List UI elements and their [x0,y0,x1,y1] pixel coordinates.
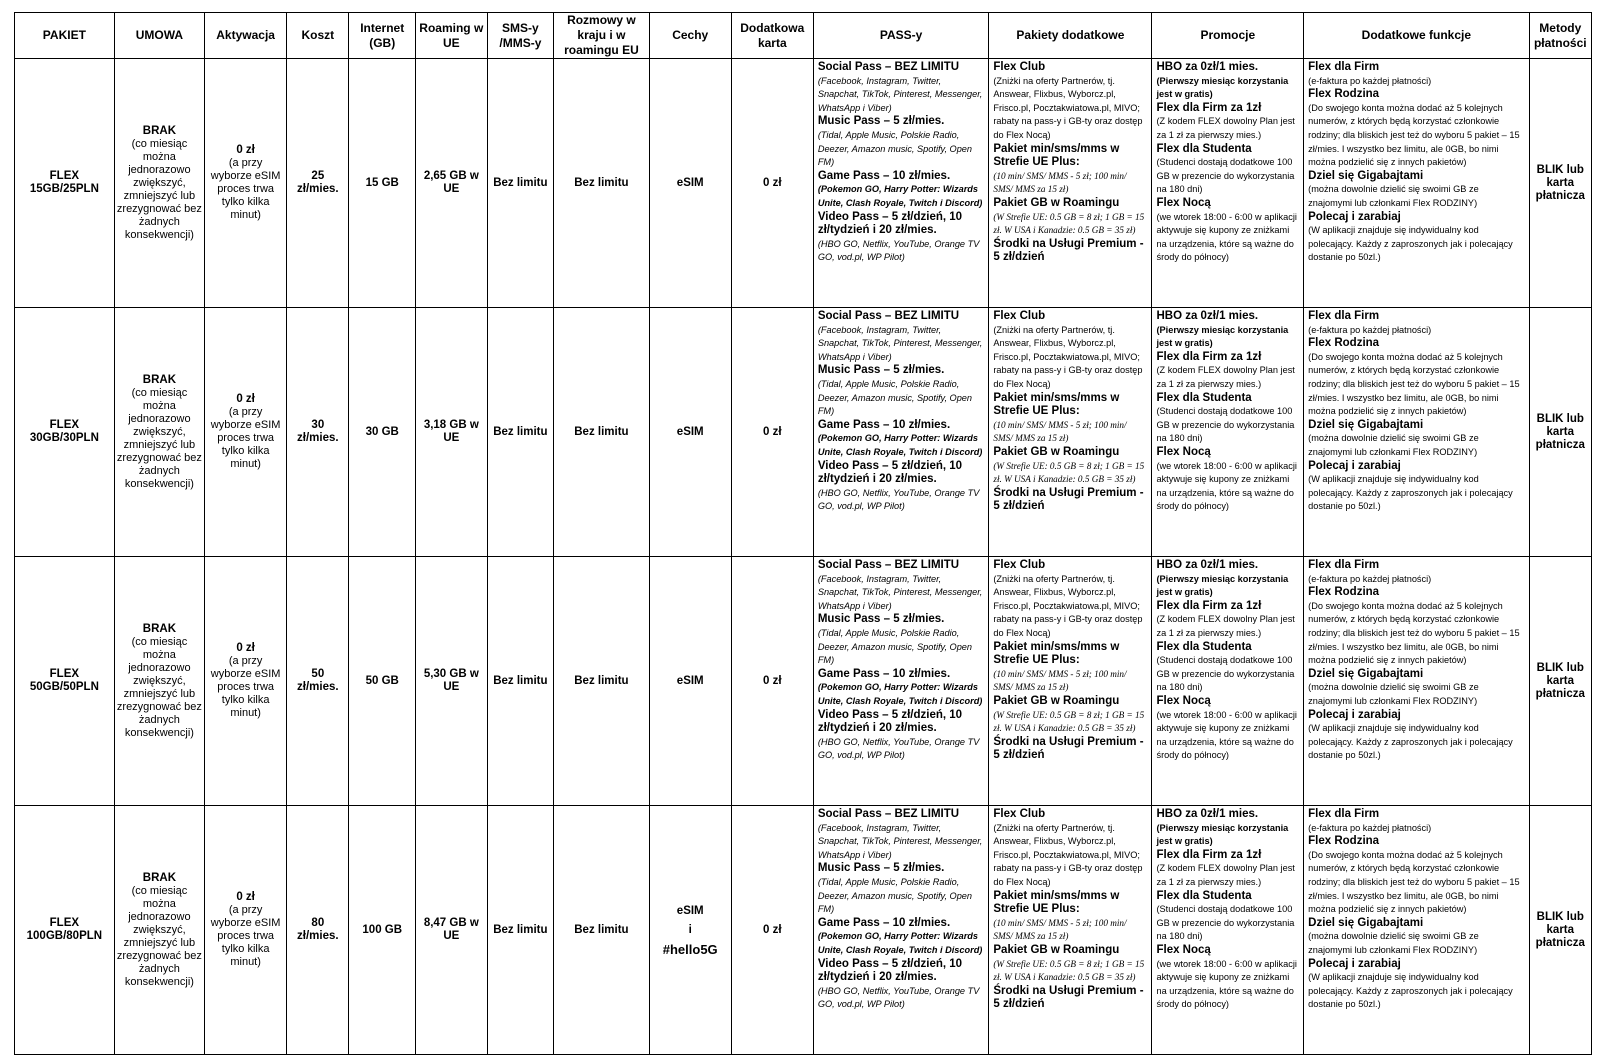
cell-dodatkowa-karta [731,806,813,1055]
internet-value: 100 GB [362,923,403,936]
cell-sms [487,557,553,806]
promo-desc: (we wtorek 18:00 - 6:00 w aplikacji aktywuje się kupony ze zniżkami na urządzenia, które są ważne do środy do północy) [1156,958,1297,1010]
funkcja-desc: (W aplikacji znajduje się indywidualny kod polecający. Każdy z zaproszonych jak i polecający dostanie po 50zl.) [1308,225,1513,263]
cechy-item: eSIM [676,425,704,438]
promo-title: HBO za 0zł/1 mies. [1156,559,1259,571]
aktywacja-desc: (a przy wyborze eSIM proces trwa tylko kilka minut) [210,655,281,719]
pass-desc: (HBO GO, Netflix, YouTube, Orange TV GO, vod.pl, WP Pilot) [817,487,980,512]
pass-title: Music Pass – 5 zł/mies. [817,862,945,875]
cell-cechy [649,308,731,557]
rozmowy-value: Bez limitu [574,425,629,438]
funkcja-desc: (e-faktura po każdej płatności) [1308,822,1432,833]
pass-title: Video Pass – 5 zł/dzień, 10 zł/tydzień i 20 zł/mies. [817,708,963,735]
umowa-desc: (co miesiąc można jednorazowo zwiększyć, zmniejszyć lub zrezygnować bez żadnych konsekwencji) [116,884,202,988]
umowa-title: BRAK [142,124,177,137]
pakiet-desc: (Zniżki na oferty Partnerów, tj. Answear, Flixbus, Wyborcz.pl, Frisco.pl, Pocztakwiatowa.pl, MIVO; rabaty na pass-y i GB-ty oraz dostęp do Flex Nocą) [993,822,1143,887]
funkcja-desc: (można dowolnie dzielić się swoimi GB ze znajomymi lub członkami Flex RODZINY) [1308,433,1479,457]
promo-desc: (Z kodem FLEX dowolny Plan jest za 1 zł za pierwszy mies.) [1156,365,1295,389]
pakiet-desc: (10 min/ SMS/ MMS - 5 zł; 100 min/ SMS/ MMS za 15 zł) [993,668,1127,693]
cell-platnosci [1529,557,1591,806]
table-row [15,806,1592,1055]
pass-desc: (Facebook, Instagram, Twitter, Snapchat, TikTok, Pinterest, Messenger, WhatsApp i Viber) [817,573,983,611]
header-koszt: Koszt [287,13,349,59]
karta-value: 0 zł [763,425,782,438]
karta-value: 0 zł [763,176,782,189]
roaming-value: 3,18 GB w UE [423,419,479,444]
pakiet-desc: (Zniżki na oferty Partnerów, tj. Answear, Flixbus, Wyborcz.pl, Frisco.pl, Pocztakwiatowa.pl, MIVO; rabaty na pass-y i GB-ty oraz dostęp do Flex Nocą) [993,324,1143,389]
cechy-item: i [688,923,692,936]
pass-desc: (Pokemon GO, Harry Potter: Wizards Unite, Clash Royale, Twitch i Discord) [817,433,983,457]
cell-pakiet [15,806,115,1055]
pass-title: Music Pass – 5 zł/mies. [817,115,945,128]
pass-title: Game Pass – 10 zł/mies. [817,418,951,431]
sms-value: Bez limitu [493,674,548,687]
plan-name: FLEX 50GB/50PLN [29,668,99,693]
aktywacja-price: 0 zł [236,891,255,903]
cell-sms [487,806,553,1055]
sms-value: Bez limitu [493,425,548,438]
header-sms: SMS-y /MMS-y [487,13,553,59]
funkcja-title: Dziel się Gigabajtami [1308,916,1424,929]
promo-desc: (Pierwszy miesiąc korzystania jest w gratis) [1156,75,1289,100]
pass-title: Game Pass – 10 zł/mies. [817,667,951,680]
roaming-value: 8,47 GB w UE [423,917,479,942]
cell-dodatkowa-karta [731,557,813,806]
koszt-value: 25 zł/mies. [297,170,339,195]
funkcja-title: Polecaj i zarabiaj [1308,708,1401,721]
header-rozmowy: Rozmowy w kraju i w roamingu EU [554,13,650,59]
promo-desc: (Studenci dostają dodatkowe 100 GB w prezencie do wykorzystania na 180 dni) [1156,904,1295,942]
cell-koszt [287,308,349,557]
pass-desc: (Facebook, Instagram, Twitter, Snapchat, TikTok, Pinterest, Messenger, WhatsApp i Viber) [817,324,983,362]
promo-title: Flex dla Firm za 1zł [1156,350,1262,363]
cell-koszt [287,59,349,308]
pakiet-title: Pakiet min/sms/mms w Strefie UE Plus: [993,889,1120,916]
funkcja-desc: (W aplikacji znajduje się indywidualny kod polecający. Każdy z zaproszonych jak i polecający dostanie po 50zl.) [1308,474,1513,512]
promo-desc: (Pierwszy miesiąc korzystania jest w gratis) [1156,822,1289,847]
funkcja-desc: (Do swojego konta można dodać aż 5 kolejnych numerów, z których będą korzystać członkowie rodziny; dla bliskich jest też do wyboru 5 pakiet – 15 zł/mies. I wszystko bez limitu, ale 0GB, bo nimi można podzielić się z innych pakietów) [1308,849,1520,915]
cell-funkcje [1304,557,1529,806]
promo-title: HBO za 0zł/1 mies. [1156,808,1259,820]
cell-passy [813,59,989,308]
cell-passy [813,308,989,557]
promo-desc: (Z kodem FLEX dowolny Plan jest za 1 zł za pierwszy mies.) [1156,116,1295,140]
cell-umowa [114,557,204,806]
cell-rozmowy [554,806,650,1055]
cell-roaming [415,308,487,557]
header-aktywacja: Aktywacja [205,13,287,59]
cell-platnosci [1529,59,1591,308]
cell-umowa [114,308,204,557]
cell-pakiet [15,557,115,806]
pakiet-desc: (Zniżki na oferty Partnerów, tj. Answear, Flixbus, Wyborcz.pl, Frisco.pl, Pocztakwiatowa.pl, MIVO; rabaty na pass-y i GB-ty oraz dostęp do Flex Nocą) [993,75,1143,140]
promo-title: Flex dla Studenta [1156,391,1252,404]
promo-title: Flex Nocą [1156,445,1211,458]
pakiet-title: Pakiet min/sms/mms w Strefie UE Plus: [993,640,1120,667]
funkcja-title: Polecaj i zarabiaj [1308,459,1401,472]
cell-pakiet [15,308,115,557]
promo-title: HBO za 0zł/1 mies. [1156,310,1259,322]
funkcja-title: Dziel się Gigabajtami [1308,418,1424,431]
funkcja-desc: (W aplikacji znajduje się indywidualny kod polecający. Każdy z zaproszonych jak i polecający dostanie po 50zl.) [1308,972,1513,1010]
aktywacja-desc: (a przy wyborze eSIM proces trwa tylko kilka minut) [210,904,281,968]
promo-title: Flex dla Studenta [1156,640,1252,653]
pass-desc: (HBO GO, Netflix, YouTube, Orange TV GO, vod.pl, WP Pilot) [817,985,980,1010]
cell-roaming [415,557,487,806]
platnosci-value: BLIK lub karta płatnicza [1535,910,1585,949]
funkcja-title: Polecaj i zarabiaj [1308,210,1401,223]
koszt-value: 50 zł/mies. [297,668,339,693]
internet-value: 30 GB [365,425,399,438]
umowa-title: BRAK [142,373,177,386]
promo-title: HBO za 0zł/1 mies. [1156,61,1259,73]
aktywacja-desc: (a przy wyborze eSIM proces trwa tylko kilka minut) [210,406,281,470]
header-funkcje: Dodatkowe funkcje [1304,13,1529,59]
sms-value: Bez limitu [493,923,548,936]
cell-aktywacja [205,308,287,557]
funkcja-title: Flex dla Firm [1308,559,1380,571]
promo-title: Flex Nocą [1156,694,1211,707]
funkcja-title: Flex dla Firm [1308,310,1380,322]
promo-desc: (we wtorek 18:00 - 6:00 w aplikacji aktywuje się kupony ze zniżkami na urządzenia, które są ważne do środy do północy) [1156,709,1297,761]
pass-desc: (Tidal, Apple Music, Polskie Radio, Deezer, Amazon music, Spotify, Open FM) [817,627,973,666]
platnosci-value: BLIK lub karta płatnicza [1535,412,1585,451]
cell-promocje [1152,557,1304,806]
pakiet-desc: (W Strefie UE: 0.5 GB = 8 zł; 1 GB = 15 zł. W USA i Kanadzie: 0.5 GB = 35 zł) [993,460,1145,485]
roaming-value: 5,30 GB w UE [423,668,479,693]
platnosci-value: BLIK lub karta płatnicza [1535,163,1585,202]
umowa-title: BRAK [142,871,177,884]
header-platnosci: Metody płatności [1529,13,1591,59]
pakiet-desc: (W Strefie UE: 0.5 GB = 8 zł; 1 GB = 15 zł. W USA i Kanadzie: 0.5 GB = 35 zł) [993,958,1145,983]
funkcja-title: Dziel się Gigabajtami [1308,667,1424,680]
pass-title: Game Pass – 10 zł/mies. [817,169,951,182]
pakiet-title: Flex Club [993,61,1046,73]
pass-title: Video Pass – 5 zł/dzień, 10 zł/tydzień i 20 zł/mies. [817,957,963,984]
aktywacja-price: 0 zł [236,393,255,405]
pakiet-title: Pakiet GB w Roamingu [993,445,1120,458]
koszt-value: 30 zł/mies. [297,419,339,444]
pass-title: Music Pass – 5 zł/mies. [817,364,945,377]
header-internet: Internet (GB) [349,13,415,59]
funkcja-title: Flex dla Firm [1308,808,1380,820]
funkcja-desc: (można dowolnie dzielić się swoimi GB ze znajomymi lub członkami Flex RODZINY) [1308,682,1479,706]
funkcja-desc: (Do swojego konta można dodać aż 5 kolejnych numerów, z których będą korzystać członkowie rodziny; dla bliskich jest też do wyboru 5 pakiet – 15 zł/mies. I wszystko bez limitu, ale 0GB, bo nimi można podzielić się z innych pakietów) [1308,600,1520,666]
umowa-desc: (co miesiąc można jednorazowo zwiększyć, zmniejszyć lub zrezygnować bez żadnych konsekwencji) [116,635,202,739]
header-promocje: Promocje [1152,13,1304,59]
cell-platnosci [1529,308,1591,557]
plan-name: FLEX 100GB/80PLN [26,917,103,942]
plan-name: FLEX 30GB/30PLN [29,419,99,444]
cell-promocje [1152,806,1304,1055]
internet-value: 50 GB [365,674,399,687]
pakiet-desc: (10 min/ SMS/ MMS - 5 zł; 100 min/ SMS/ MMS za 15 zł) [993,917,1127,942]
funkcja-title: Flex Rodzina [1308,88,1380,101]
pass-desc: (Pokemon GO, Harry Potter: Wizards Unite, Clash Royale, Twitch i Discord) [817,931,983,955]
tariff-table [14,12,1592,1055]
cell-cechy [649,59,731,308]
pass-title: Social Pass – BEZ LIMITU [817,61,960,73]
cell-internet [349,806,415,1055]
funkcja-desc: (można dowolnie dzielić się swoimi GB ze znajomymi lub członkami Flex RODZINY) [1308,931,1479,955]
cell-rozmowy [554,308,650,557]
pakiet-title: Pakiet GB w Roamingu [993,943,1120,956]
cell-sms [487,308,553,557]
pakiet-desc: (W Strefie UE: 0.5 GB = 8 zł; 1 GB = 15 zł. W USA i Kanadzie: 0.5 GB = 35 zł) [993,211,1145,236]
pakiet-title: Pakiet GB w Roamingu [993,694,1120,707]
funkcja-desc: (Do swojego konta można dodać aż 5 kolejnych numerów, z których będą korzystać członkowie rodziny; dla bliskich jest też do wyboru 5 pakiet – 15 zł/mies. I wszystko bez limitu, ale 0GB, bo nimi można podzielić się z innych pakietów) [1308,102,1520,168]
header-roaming: Roaming w UE [415,13,487,59]
promo-desc: (Studenci dostają dodatkowe 100 GB w prezencie do wykorzystania na 180 dni) [1156,157,1295,195]
pakiet-title: Flex Club [993,808,1046,820]
cell-rozmowy [554,557,650,806]
funkcja-desc: (W aplikacji znajduje się indywidualny kod polecający. Każdy z zaproszonych jak i polecający dostanie po 50zl.) [1308,723,1513,761]
funkcja-title: Flex Rodzina [1308,835,1380,848]
table-row [15,308,1592,557]
cell-roaming [415,806,487,1055]
cell-funkcje [1304,59,1529,308]
pass-desc: (Facebook, Instagram, Twitter, Snapchat, TikTok, Pinterest, Messenger, WhatsApp i Viber) [817,822,983,860]
pakiet-desc: (10 min/ SMS/ MMS - 5 zł; 100 min/ SMS/ MMS za 15 zł) [993,419,1127,444]
funkcja-title: Polecaj i zarabiaj [1308,957,1401,970]
cell-cechy [649,806,731,1055]
table-row [15,59,1592,308]
karta-value: 0 zł [763,923,782,936]
aktywacja-price: 0 zł [236,642,255,654]
pakiet-title: Środki na Usługi Premium - 5 zł/dzień [993,237,1144,264]
funkcja-title: Dziel się Gigabajtami [1308,169,1424,182]
cell-aktywacja [205,806,287,1055]
cell-dodatkowa-karta [731,59,813,308]
pakiet-desc: (Zniżki na oferty Partnerów, tj. Answear, Flixbus, Wyborcz.pl, Frisco.pl, Pocztakwiatowa.pl, MIVO; rabaty na pass-y i GB-ty oraz dostęp do Flex Nocą) [993,573,1143,638]
promo-title: Flex dla Firm za 1zł [1156,101,1262,114]
header-passy: PASS-y [813,13,989,59]
rozmowy-value: Bez limitu [574,674,629,687]
pass-title: Music Pass – 5 zł/mies. [817,613,945,626]
cell-koszt [287,557,349,806]
pakiet-title: Flex Club [993,310,1046,322]
pakiet-desc: (10 min/ SMS/ MMS - 5 zł; 100 min/ SMS/ MMS za 15 zł) [993,170,1127,195]
cell-funkcje [1304,308,1529,557]
pakiet-title: Środki na Usługi Premium - 5 zł/dzień [993,735,1144,762]
aktywacja-price: 0 zł [236,144,255,156]
funkcja-desc: (e-faktura po każdej płatności) [1308,75,1432,86]
cell-internet [349,308,415,557]
promo-title: Flex Nocą [1156,196,1211,209]
promo-title: Flex dla Studenta [1156,889,1252,902]
header-row [15,13,1592,59]
funkcja-title: Flex dla Firm [1308,61,1380,73]
cell-umowa [114,806,204,1055]
cell-pakiet [15,59,115,308]
pakiet-title: Pakiet min/sms/mms w Strefie UE Plus: [993,391,1120,418]
pakiet-title: Środki na Usługi Premium - 5 zł/dzień [993,486,1144,513]
table-row [15,557,1592,806]
promo-desc: (Pierwszy miesiąc korzystania jest w gratis) [1156,324,1289,349]
cell-internet [349,557,415,806]
header-dodatkowa-karta: Dodatkowa karta [731,13,813,59]
promo-desc: (Z kodem FLEX dowolny Plan jest za 1 zł za pierwszy mies.) [1156,614,1295,638]
cell-sms [487,59,553,308]
promo-title: Flex dla Firm za 1zł [1156,848,1262,861]
promo-desc: (Studenci dostają dodatkowe 100 GB w prezencie do wykorzystania na 180 dni) [1156,655,1295,693]
pass-desc: (Facebook, Instagram, Twitter, Snapchat, TikTok, Pinterest, Messenger, WhatsApp i Viber) [817,75,983,113]
header-pakiety: Pakiety dodatkowe [989,13,1152,59]
pakiet-desc: (W Strefie UE: 0.5 GB = 8 zł; 1 GB = 15 zł. W USA i Kanadzie: 0.5 GB = 35 zł) [993,709,1145,734]
pass-title: Social Pass – BEZ LIMITU [817,808,960,820]
umowa-desc: (co miesiąc można jednorazowo zwiększyć, zmniejszyć lub zrezygnować bez żadnych konsekwencji) [116,137,202,241]
cechy-item: #hello5G [662,941,718,957]
cell-pakiety [989,59,1152,308]
platnosci-value: BLIK lub karta płatnicza [1535,661,1585,700]
funkcja-desc: (można dowolnie dzielić się swoimi GB ze znajomymi lub członkami Flex RODZINY) [1308,184,1479,208]
cell-rozmowy [554,59,650,308]
pass-desc: (Pokemon GO, Harry Potter: Wizards Unite, Clash Royale, Twitch i Discord) [817,682,983,706]
cell-promocje [1152,308,1304,557]
pass-desc: (HBO GO, Netflix, YouTube, Orange TV GO, vod.pl, WP Pilot) [817,238,980,263]
header-cechy: Cechy [649,13,731,59]
cell-aktywacja [205,59,287,308]
pass-desc: (Tidal, Apple Music, Polskie Radio, Deezer, Amazon music, Spotify, Open FM) [817,876,973,915]
cell-pakiety [989,308,1152,557]
pass-title: Social Pass – BEZ LIMITU [817,310,960,322]
roaming-value: 2,65 GB w UE [423,170,479,195]
cell-dodatkowa-karta [731,308,813,557]
promo-desc: (we wtorek 18:00 - 6:00 w aplikacji aktywuje się kupony ze zniżkami na urządzenia, które są ważne do środy do północy) [1156,460,1297,512]
cell-funkcje [1304,806,1529,1055]
umowa-title: BRAK [142,622,177,635]
table-body [15,59,1592,1055]
cechy-item: eSIM [676,674,704,687]
koszt-value: 80 zł/mies. [297,917,339,942]
cell-roaming [415,59,487,308]
header-umowa: UMOWA [114,13,204,59]
cell-passy [813,806,989,1055]
cell-internet [349,59,415,308]
pass-title: Game Pass – 10 zł/mies. [817,916,951,929]
karta-value: 0 zł [763,674,782,687]
pass-desc: (Tidal, Apple Music, Polskie Radio, Deezer, Amazon music, Spotify, Open FM) [817,129,973,168]
pakiet-title: Pakiet GB w Roamingu [993,196,1120,209]
umowa-desc: (co miesiąc można jednorazowo zwiększyć, zmniejszyć lub zrezygnować bez żadnych konsekwencji) [116,386,202,490]
cell-cechy [649,557,731,806]
pakiet-title: Flex Club [993,559,1046,571]
pass-title: Video Pass – 5 zł/dzień, 10 zł/tydzień i 20 zł/mies. [817,459,963,486]
funkcja-desc: (e-faktura po każdej płatności) [1308,573,1432,584]
promo-title: Flex dla Firm za 1zł [1156,599,1262,612]
pass-title: Social Pass – BEZ LIMITU [817,559,960,571]
pass-title: Video Pass – 5 zł/dzień, 10 zł/tydzień i 20 zł/mies. [817,210,963,237]
plan-name: FLEX 15GB/25PLN [29,170,99,195]
funkcja-desc: (Do swojego konta można dodać aż 5 kolejnych numerów, z których będą korzystać członkowie rodziny; dla bliskich jest też do wyboru 5 pakiet – 15 zł/mies. I wszystko bez limitu, ale 0GB, bo nimi można podzielić się z innych pakietów) [1308,351,1520,417]
promo-desc: (we wtorek 18:00 - 6:00 w aplikacji aktywuje się kupony ze zniżkami na urządzenia, które są ważne do środy do północy) [1156,211,1297,263]
funkcja-title: Flex Rodzina [1308,337,1380,350]
cell-platnosci [1529,806,1591,1055]
aktywacja-desc: (a przy wyborze eSIM proces trwa tylko kilka minut) [210,157,281,221]
promo-desc: (Studenci dostają dodatkowe 100 GB w prezencie do wykorzystania na 180 dni) [1156,406,1295,444]
cell-pakiety [989,557,1152,806]
promo-title: Flex dla Studenta [1156,142,1252,155]
cell-passy [813,557,989,806]
header-pakiet: PAKIET [15,13,115,59]
rozmowy-value: Bez limitu [574,176,629,189]
pakiet-title: Środki na Usługi Premium - 5 zł/dzień [993,984,1144,1011]
cell-promocje [1152,59,1304,308]
cell-pakiety [989,806,1152,1055]
cell-aktywacja [205,557,287,806]
cell-koszt [287,806,349,1055]
promo-desc: (Pierwszy miesiąc korzystania jest w gratis) [1156,573,1289,598]
cell-umowa [114,59,204,308]
promo-desc: (Z kodem FLEX dowolny Plan jest za 1 zł za pierwszy mies.) [1156,863,1295,887]
internet-value: 15 GB [365,176,399,189]
promo-title: Flex Nocą [1156,943,1211,956]
sms-value: Bez limitu [493,176,548,189]
pass-desc: (HBO GO, Netflix, YouTube, Orange TV GO, vod.pl, WP Pilot) [817,736,980,761]
cechy-item: eSIM [676,904,704,917]
pass-desc: (Pokemon GO, Harry Potter: Wizards Unite, Clash Royale, Twitch i Discord) [817,184,983,208]
pakiet-title: Pakiet min/sms/mms w Strefie UE Plus: [993,142,1120,169]
cechy-item: eSIM [676,176,704,189]
funkcja-title: Flex Rodzina [1308,586,1380,599]
pricing-sheet [14,12,1592,1055]
pass-desc: (Tidal, Apple Music, Polskie Radio, Deezer, Amazon music, Spotify, Open FM) [817,378,973,417]
rozmowy-value: Bez limitu [574,923,629,936]
funkcja-desc: (e-faktura po każdej płatności) [1308,324,1432,335]
